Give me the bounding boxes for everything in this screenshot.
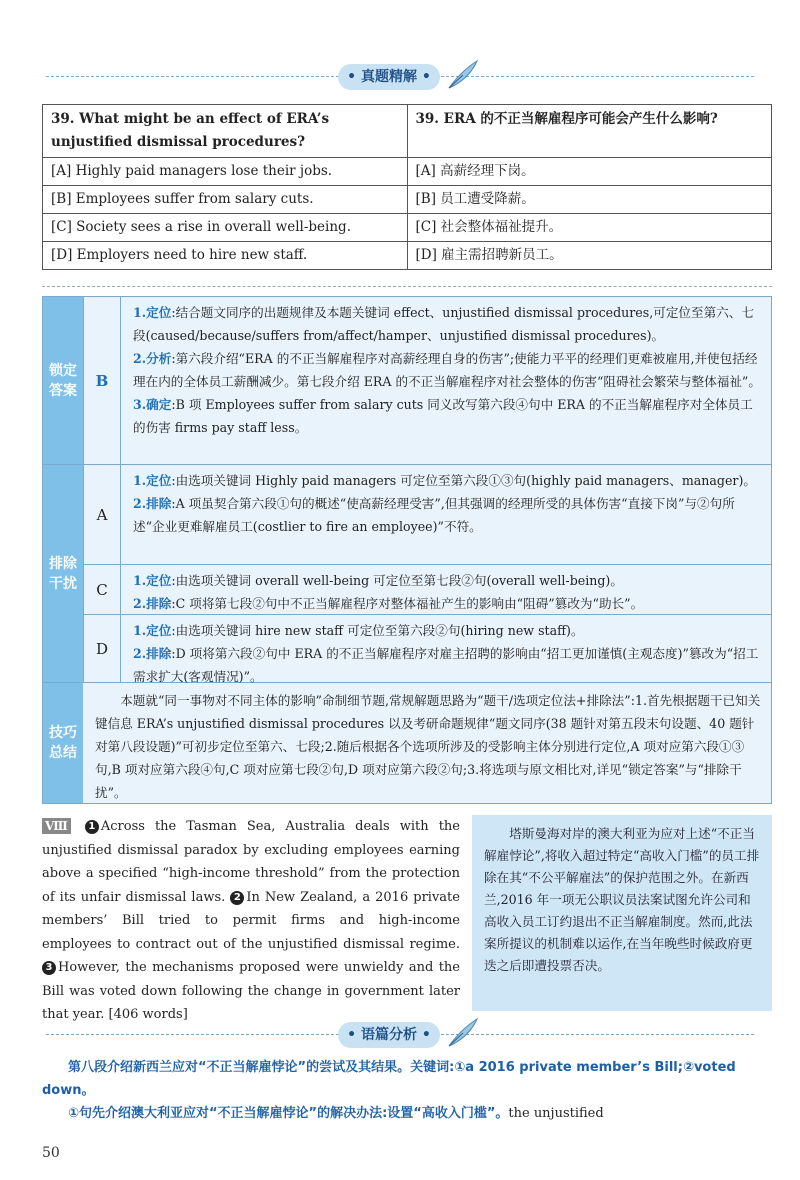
option-d-en: [D] Employers need to hire new staff. [43,242,408,270]
sentence-number-1: 1 [85,820,99,834]
question-stem-en: 39. What might be an effect of ERA’s unjustified dismissal procedures? [43,105,408,158]
option-b-en: [B] Employees suffer from salary cuts. [43,186,408,214]
passage-paragraph-viii [42,815,460,1027]
option-c-en: [C] Society sees a rise in overall well-being. [43,214,408,242]
option-b-zh: [B] 员工遭受降薪。 [407,186,772,214]
distractor-c-explanation: 1.定位:由选项关键词 overall well-being 可定位至第七段②句(overall well-being)。 2.排除:C 项将第七段②句中不正当解雇程序对整体福祉产生的影响由“阻碍”篡改为“助长”。 [121,565,771,615]
answer-analysis-box [42,296,772,804]
distractor-a-explanation: 1.定位:由选项关键词 Highly paid managers 可定位至第六段①③句(highly paid managers、manager)。 2.排除:A 项虽契合第六段①句的概述“使高薪经理受害”,但其强调的经理所受的具体伤害“直接下岗”与②句所述“企业更难解雇员工(costlier to fire an employee)”不符。 [121,465,771,565]
quill-pen-icon [445,58,481,92]
distractor-d-letter: D [83,615,121,683]
question-table [42,104,772,270]
label-lock-answer: 锁定 答案 [43,297,83,465]
paragraph-number-badge: Ⅷ [42,818,71,834]
correct-explanation: 1.定位:结合题文同序的出题规律及本题关键词 effect、unjustified dismissal procedures,可定位至第六、七段(caused/because/suffers from/affect/hamper、unjustified dismissal procedures)。 2.分析:第六段介绍“ERA 的不正当解雇程序对高薪经理自身的伤害”;使能力平平的经理们更难被雇用,并使包括经理在内的全体员工薪酬减少。第七段介绍 ERA 的不正当解雇程序对社会整体的伤害“阻碍社会繁荣与整体福祉”。 3.确定:B 项 Employees suffer from salary cuts 同义改写第六段④句中 ERA 的不正当解雇程序对全体员工的伤害 firms pay staff less。 [121,297,771,465]
banner-title: • 真题精解 • [338,64,440,90]
dashed-separator [42,286,772,287]
page-number: 50 [42,1145,60,1161]
option-c-zh: [C] 社会整体福祉提升。 [407,214,772,242]
distractor-d-explanation: 1.定位:由选项关键词 hire new staff 可定位至第六段②句(hiring new staff)。 2.排除:D 项将第六段②句中 ERA 的不正当解雇程序对雇主招聘的影响由“招工更加谨慎(主观态度)”篡改为“招工需求扩大(客观情况)”。 [121,615,771,683]
option-a-zh: [A] 高薪经理下岗。 [407,158,772,186]
section-banner-zhenti [0,60,800,94]
tips-summary-text: 本题就“同一事物对不同主体的影响”命制细节题,常规解题思路为“题干/选项定位法+排除法”:1.首先根据题干已知关键信息 ERA’s unjustified dismissal procedures 以及考研命题规律“题文同序(38 题针对第五段末句设题、40 题针对第八段设题)”可初步定位至第六、七段;2.随后根据各个选项所涉及的受影响主体分别进行定位,A 项对应第六段①③句,B 项对应第六段④句,C 项对应第七段②句,D 项对应第六段②句;3.将选项与原文相比对,详见“锁定答案”与“排除干扰”。 [95,693,761,800]
correct-letter: B [83,297,121,465]
quill-pen-icon [445,1016,481,1050]
option-a-en: [A] Highly paid managers lose their jobs. [43,158,408,186]
sentence-2: In New Zealand, a 2016 private members’ Bill tried to permit firms and high-income employees to contract out of the unjustified dismissal regime. [42,889,460,952]
sentence-1: Across the Tasman Sea, Australia deals with the unjustified dismissal paradox by excluding employees earning above a specified “high-income threshold” from the protection of its unfair dismissal laws. [42,819,460,905]
translation-box: 塔斯曼海对岸的澳大利亚为应对上述“不正当解雇悖论”,将收入超过特定“高收入门槛”的员工排除在其“不公平解雇法”的保护范围之外。在新西兰,2016 年一项无公职议员法案试图允许公司和高收入员工订约退出不正当解雇制度。然而,此法案所提议的机制难以运作,在当年晚些时候政府更迭之后即遭投票否决。 [472,815,772,1011]
question-stem-zh: 39. ERA 的不正当解雇程序可能会产生什么影响? [407,105,772,158]
analysis-line-2: ①句先介绍澳大利亚应对“不正当解雇悖论”的解决办法:设置“高收入门槛”。the unjustified [68,1106,604,1121]
label-exclude-distractors: 排除 干扰 [43,465,83,683]
banner-title: • 语篇分析 • [338,1022,440,1048]
label-tips-summary: 技巧 总结 [43,683,83,803]
analysis-line-1: 第八段介绍新西兰应对“不正当解雇悖论”的尝试及其结果。关键词:①a 2016 private member’s Bill;②voted down。 [42,1060,736,1098]
distractor-a-letter: A [83,465,121,565]
section-banner-yupian [0,1018,800,1052]
distractor-c-letter: C [83,565,121,615]
sentence-number-3: 3 [42,961,56,975]
sentence-3: However, the mechanisms proposed were unwieldy and the Bill was voted down following the change in government later that year. [406 words] [42,960,460,1022]
option-d-zh: [D] 雇主需招聘新员工。 [407,242,772,270]
sentence-number-2: 2 [230,891,244,905]
